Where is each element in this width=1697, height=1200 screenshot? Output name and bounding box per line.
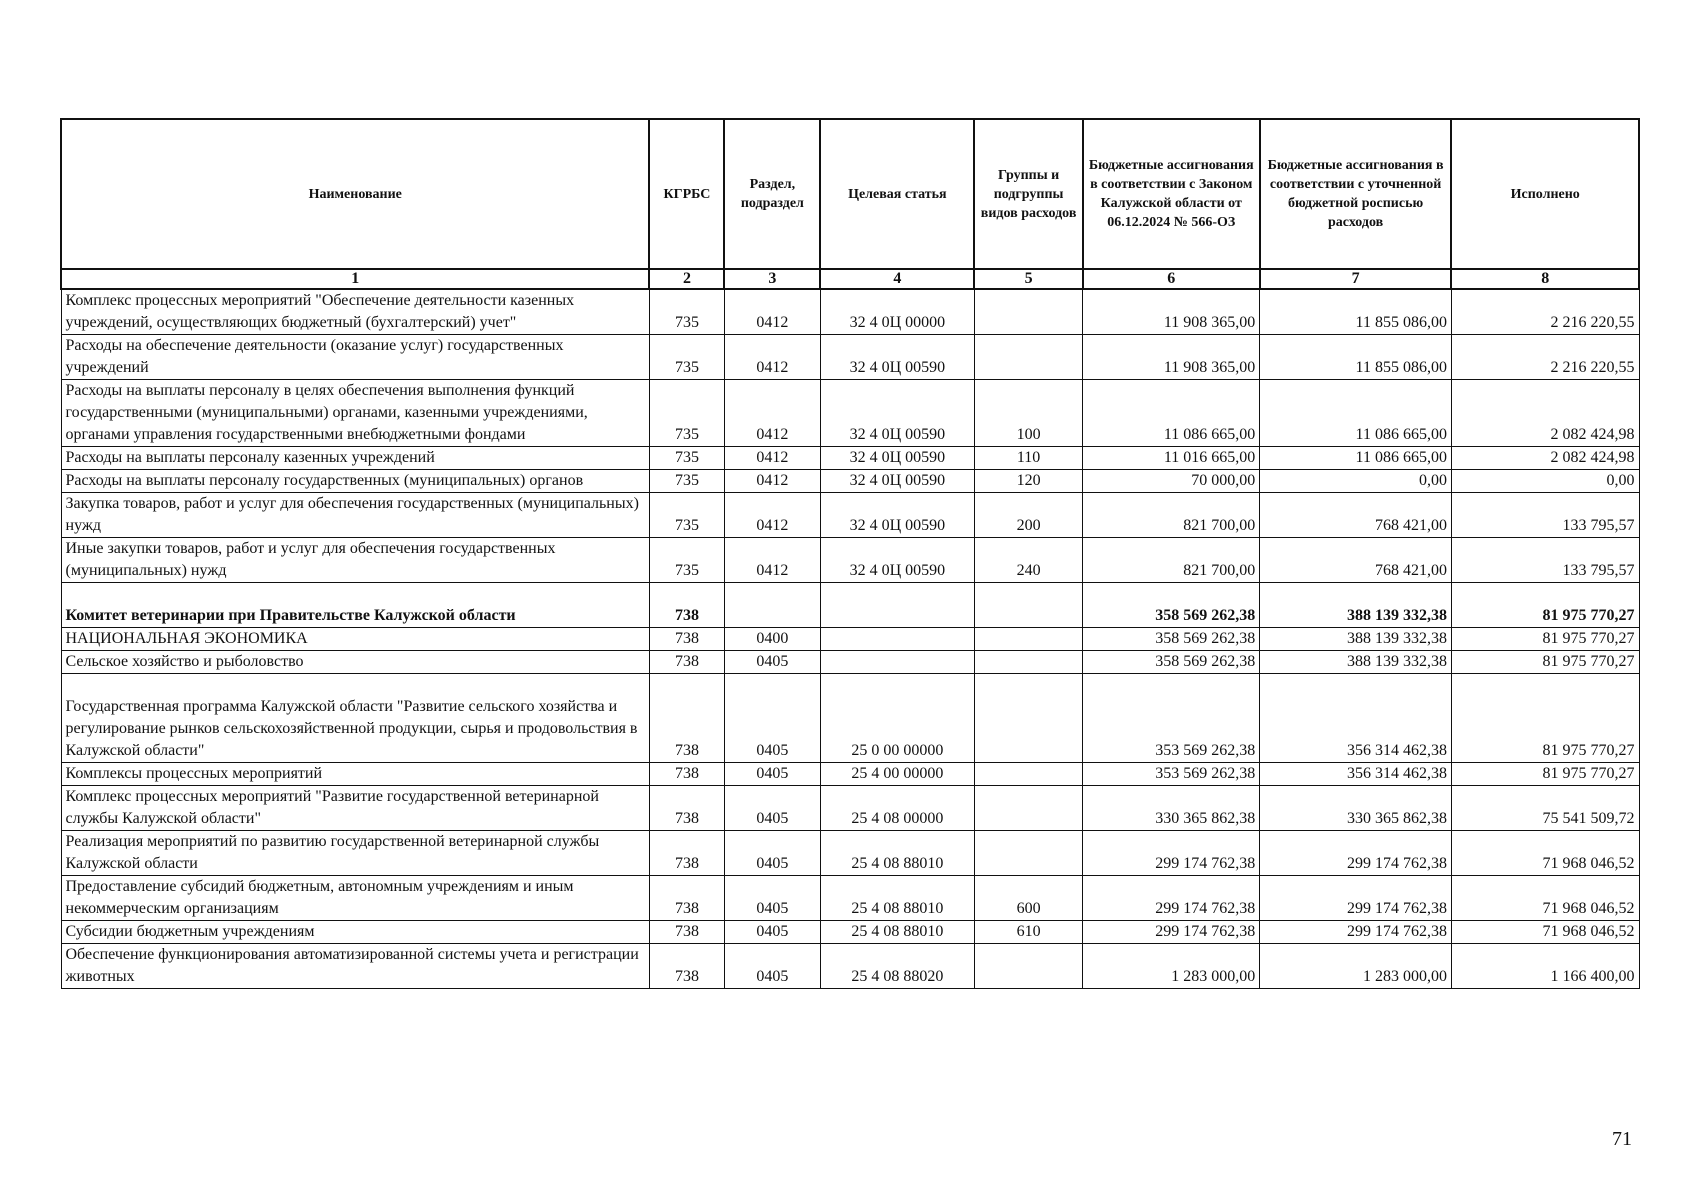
row-group: 120 [974,470,1082,493]
row-executed: 2 082 424,98 [1451,447,1639,470]
row-budget-refined: 0,00 [1260,470,1452,493]
row-section: 0405 [724,786,820,831]
row-name: Государственная программа Калужской области "Развитие сельского хозяйства и регулирование рынков сельскохозяйственной продукции, сырья и продовольствия в Калужской области" [61,674,649,763]
header-name: Наименование [61,119,649,269]
row-budget-law: 11 908 365,00 [1083,289,1260,335]
column-number: 2 [649,269,724,289]
row-executed: 1 166 400,00 [1451,944,1639,989]
row-group [974,628,1082,651]
row-name: Реализация мероприятий по развитию государственной ветеринарной службы Калужской области [61,831,649,876]
row-group [974,583,1082,628]
row-budget-law: 358 569 262,38 [1083,651,1260,674]
row-budget-refined: 11 855 086,00 [1260,335,1452,380]
table-row [61,831,1639,876]
row-budget-law: 70 000,00 [1083,470,1260,493]
row-budget-law: 821 700,00 [1083,538,1260,583]
row-name: Комитет ветеринарии при Правительстве Калужской области [61,583,649,628]
row-section: 0412 [724,335,820,380]
header-section: Раздел, подраздел [724,119,820,269]
row-group [974,786,1082,831]
column-number: 8 [1451,269,1639,289]
column-number: 3 [724,269,820,289]
row-budget-refined: 768 421,00 [1260,538,1452,583]
row-kgrbs: 738 [649,628,724,651]
row-kgrbs: 735 [649,493,724,538]
row-kgrbs: 738 [649,944,724,989]
row-target: 32 4 0Ц 00590 [820,493,974,538]
row-group [974,831,1082,876]
row-group: 610 [974,921,1082,944]
table-row [61,944,1639,989]
row-kgrbs: 738 [649,763,724,786]
row-executed: 2 216 220,55 [1451,289,1639,335]
row-group [974,944,1082,989]
row-target: 32 4 0Ц 00000 [820,289,974,335]
row-group [974,651,1082,674]
table-row [61,651,1639,674]
row-target: 32 4 0Ц 00590 [820,538,974,583]
row-budget-refined: 299 174 762,38 [1260,921,1452,944]
row-budget-law: 1 283 000,00 [1083,944,1260,989]
row-executed: 81 975 770,27 [1451,763,1639,786]
row-kgrbs: 735 [649,380,724,447]
row-kgrbs: 738 [649,651,724,674]
row-kgrbs: 735 [649,447,724,470]
row-target: 32 4 0Ц 00590 [820,447,974,470]
column-number: 6 [1083,269,1260,289]
row-executed: 133 795,57 [1451,538,1639,583]
row-section: 0405 [724,876,820,921]
row-section: 0412 [724,447,820,470]
row-budget-law: 11 086 665,00 [1083,380,1260,447]
row-executed: 2 216 220,55 [1451,335,1639,380]
row-kgrbs: 738 [649,921,724,944]
row-section: 0412 [724,380,820,447]
column-number: 4 [820,269,974,289]
row-executed: 81 975 770,27 [1451,628,1639,651]
row-name: Субсидии бюджетным учреждениям [61,921,649,944]
row-name: НАЦИОНАЛЬНАЯ ЭКОНОМИКА [61,628,649,651]
table-row [61,538,1639,583]
row-group [974,763,1082,786]
row-group [974,335,1082,380]
row-section [724,583,820,628]
row-target [820,651,974,674]
row-target [820,583,974,628]
row-target: 25 4 08 88010 [820,921,974,944]
row-group: 200 [974,493,1082,538]
row-section: 0405 [724,763,820,786]
row-name: Комплексы процессных мероприятий [61,763,649,786]
table-row [61,470,1639,493]
row-executed: 0,00 [1451,470,1639,493]
row-group: 100 [974,380,1082,447]
row-budget-refined: 11 086 665,00 [1260,447,1452,470]
column-number: 1 [61,269,649,289]
row-executed: 71 968 046,52 [1451,831,1639,876]
table-row [61,447,1639,470]
column-number: 7 [1260,269,1452,289]
row-group [974,674,1082,763]
row-name: Комплекс процессных мероприятий "Обеспечение деятельности казенных учреждений, осуществляющих бюджетный (бухгалтерский) учет" [61,289,649,335]
row-name: Закупка товаров, работ и услуг для обеспечения государственных (муниципальных) нужд [61,493,649,538]
row-section: 0405 [724,674,820,763]
row-kgrbs: 738 [649,674,724,763]
row-target [820,628,974,651]
row-executed: 71 968 046,52 [1451,876,1639,921]
row-budget-refined: 11 086 665,00 [1260,380,1452,447]
row-target: 25 4 00 00000 [820,763,974,786]
row-name: Расходы на выплаты персоналу казенных учреждений [61,447,649,470]
header-executed: Исполнено [1451,119,1639,269]
header-row [61,119,1639,269]
table-row [61,763,1639,786]
row-kgrbs: 735 [649,470,724,493]
row-target: 32 4 0Ц 00590 [820,470,974,493]
row-name: Предоставление субсидий бюджетным, автономным учреждениям и иным некоммерческим организациям [61,876,649,921]
row-kgrbs: 738 [649,786,724,831]
row-budget-refined: 330 365 862,38 [1260,786,1452,831]
row-group: 240 [974,538,1082,583]
row-section: 0405 [724,944,820,989]
table-row [61,876,1639,921]
table-row [61,674,1639,763]
row-target: 25 0 00 00000 [820,674,974,763]
row-name: Расходы на выплаты персоналу государственных (муниципальных) органов [61,470,649,493]
row-name: Расходы на обеспечение деятельности (оказание услуг) государственных учреждений [61,335,649,380]
row-executed: 2 082 424,98 [1451,380,1639,447]
row-budget-refined: 356 314 462,38 [1260,763,1452,786]
page-number: 71 [1612,1128,1632,1150]
row-budget-law: 11 908 365,00 [1083,335,1260,380]
row-budget-refined: 299 174 762,38 [1260,831,1452,876]
row-name: Иные закупки товаров, работ и услуг для обеспечения государственных (муниципальных) нужд [61,538,649,583]
row-budget-refined: 356 314 462,38 [1260,674,1452,763]
row-executed: 75 541 509,72 [1451,786,1639,831]
table-row [61,921,1639,944]
row-target: 25 4 08 88010 [820,876,974,921]
row-section: 0405 [724,651,820,674]
header-groups: Группы и подгруппы видов расходов [974,119,1082,269]
row-budget-law: 358 569 262,38 [1083,583,1260,628]
row-section: 0412 [724,289,820,335]
row-budget-law: 353 569 262,38 [1083,674,1260,763]
row-section: 0405 [724,831,820,876]
row-name: Обеспечение функционирования автоматизированной системы учета и регистрации животных [61,944,649,989]
row-executed: 81 975 770,27 [1451,583,1639,628]
row-group: 110 [974,447,1082,470]
table-row [61,335,1639,380]
row-name: Комплекс процессных мероприятий "Развитие государственной ветеринарной службы Калужской области" [61,786,649,831]
column-number: 5 [974,269,1082,289]
row-executed: 81 975 770,27 [1451,651,1639,674]
row-target: 32 4 0Ц 00590 [820,335,974,380]
row-target: 25 4 08 88010 [820,831,974,876]
row-budget-refined: 768 421,00 [1260,493,1452,538]
table-row [61,583,1639,628]
row-section: 0412 [724,538,820,583]
column-numbers-row [61,269,1639,289]
row-target: 32 4 0Ц 00590 [820,380,974,447]
header-budget-law: Бюджетные ассигнования в соответствии с Законом Калужской области от 06.12.2024 № 566-ОЗ [1083,119,1260,269]
header-budget-refined: Бюджетные ассигнования в соответствии с уточненной бюджетной росписью расходов [1260,119,1452,269]
row-budget-refined: 388 139 332,38 [1260,651,1452,674]
row-budget-law: 299 174 762,38 [1083,921,1260,944]
header-target: Целевая статья [820,119,974,269]
row-kgrbs: 738 [649,831,724,876]
row-executed: 71 968 046,52 [1451,921,1639,944]
row-section: 0405 [724,921,820,944]
row-group: 600 [974,876,1082,921]
row-target: 25 4 08 88020 [820,944,974,989]
table-row [61,786,1639,831]
row-section: 0400 [724,628,820,651]
row-kgrbs: 738 [649,876,724,921]
row-budget-law: 299 174 762,38 [1083,831,1260,876]
table-row [61,628,1639,651]
budget-table-sheet [60,118,1640,989]
row-target: 25 4 08 00000 [820,786,974,831]
row-section: 0412 [724,470,820,493]
header-kgrbs: КГРБС [649,119,724,269]
row-budget-law: 358 569 262,38 [1083,628,1260,651]
row-budget-refined: 388 139 332,38 [1260,628,1452,651]
table-row [61,289,1639,335]
row-kgrbs: 735 [649,289,724,335]
row-name: Расходы на выплаты персоналу в целях обеспечения выполнения функций государственными (муниципальными) органами, казенными учреждениями, органами управления государственными внебюджетными фондами [61,380,649,447]
row-section: 0412 [724,493,820,538]
row-kgrbs: 735 [649,538,724,583]
row-group [974,289,1082,335]
row-executed: 81 975 770,27 [1451,674,1639,763]
row-budget-law: 299 174 762,38 [1083,876,1260,921]
budget-table [60,118,1640,989]
row-budget-law: 11 016 665,00 [1083,447,1260,470]
row-budget-law: 353 569 262,38 [1083,763,1260,786]
table-row [61,380,1639,447]
row-budget-law: 821 700,00 [1083,493,1260,538]
row-name: Сельское хозяйство и рыболовство [61,651,649,674]
table-row [61,493,1639,538]
row-kgrbs: 735 [649,335,724,380]
row-budget-refined: 299 174 762,38 [1260,876,1452,921]
row-budget-refined: 1 283 000,00 [1260,944,1452,989]
row-kgrbs: 738 [649,583,724,628]
row-executed: 133 795,57 [1451,493,1639,538]
row-budget-refined: 388 139 332,38 [1260,583,1452,628]
row-budget-law: 330 365 862,38 [1083,786,1260,831]
row-budget-refined: 11 855 086,00 [1260,289,1452,335]
